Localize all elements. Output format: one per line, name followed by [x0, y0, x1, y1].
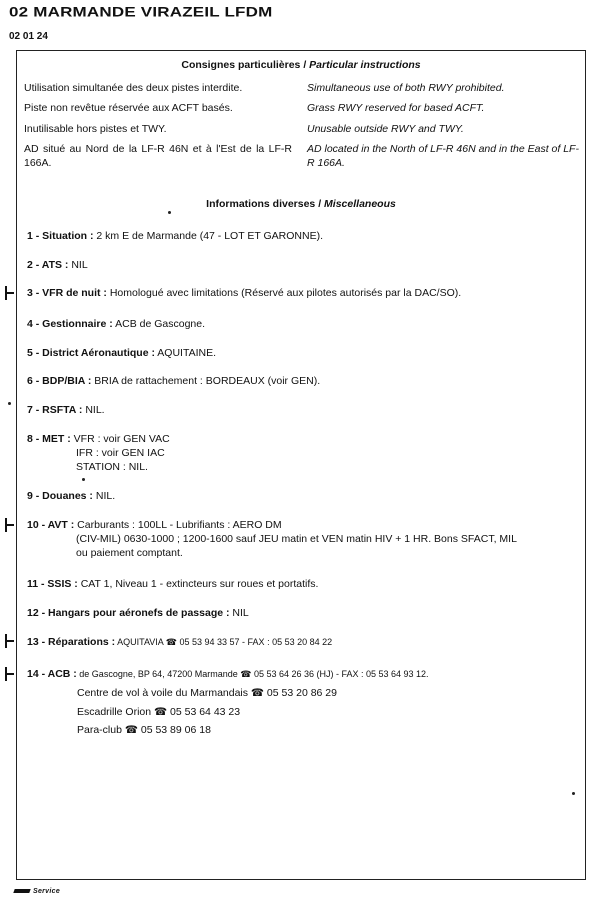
page-title: 02 MARMANDE VIRAZEIL LFDM: [9, 4, 273, 20]
instruction-fr: Inutilisable hors pistes et TWY.: [24, 123, 167, 135]
particular-instructions-heading: [17, 59, 585, 71]
item-label: 8 - MET :: [27, 433, 71, 445]
heading-en: Miscellaneous: [324, 198, 396, 210]
misc-item-vfr-night: [27, 286, 572, 300]
change-marker: [5, 518, 17, 532]
item-label: 6 - BDP/BIA :: [27, 375, 92, 387]
avt-payment: ou paiement comptant.: [76, 547, 183, 559]
item-text: Homologué avec limitations (Réservé aux pilotes autorisés par la DAC/SO).: [106, 287, 462, 299]
item-text: NIL: [229, 607, 249, 619]
misc-item-bdp-bia: [27, 374, 572, 388]
avt-hours: (CIV-MIL) 0630-1000 ; 1200-1600 sauf JEU matin et VEN matin HIV + 1 HR. Bons SFACT, MIL: [76, 533, 517, 545]
instruction-fr: Piste non revêtue réservée aux ACFT basés.: [24, 102, 233, 114]
instruction-en: Unusable outside RWY and TWY.: [307, 123, 464, 135]
acb-escadrille-orion: Escadrille Orion ☎ 05 53 64 43 23: [77, 706, 241, 718]
instruction-en: AD located in the North of LF-R 46N and in the East of LF-R 166A.: [307, 143, 579, 169]
misc-item-district: [27, 346, 572, 360]
change-marker: [5, 286, 17, 300]
item-text: AQUITAINE.: [154, 347, 217, 359]
instruction-fr: Utilisation simultanée des deux pistes interdite.: [24, 82, 243, 94]
item-text: 2 km E de Marmande (47 - LOT ET GARONNE).: [93, 230, 324, 242]
misc-item-manager: [27, 317, 572, 331]
footer-logo-text: Service: [33, 888, 61, 895]
scan-speck: [82, 478, 85, 481]
heading-en: Particular instructions: [309, 59, 421, 71]
item-label: 11 - SSIS :: [27, 578, 78, 590]
item-label: 5 - District Aéronautique :: [27, 347, 155, 359]
met-station: STATION : NIL.: [76, 461, 148, 473]
misc-item-ats: [27, 258, 572, 272]
item-text: de Gascogne, BP 64, 47200 Marmande ☎ 05 53 64 26 36 (HJ) - FAX : 05 53 64 93 12.: [76, 669, 429, 679]
footer-logo: [14, 888, 60, 895]
item-text: NIL.: [92, 490, 116, 502]
scan-speck: [572, 792, 575, 795]
acb-para-club: Para-club ☎ 05 53 89 06 18: [77, 724, 211, 736]
misc-item-ssis: [27, 577, 572, 591]
instruction-fr: AD situé au Nord de la LF-R 46N et à l'Est de la LF-R 166A.: [24, 143, 292, 169]
heading-separator: /: [315, 198, 325, 210]
item-text: ACB de Gascogne.: [112, 318, 206, 330]
misc-item-situation: [27, 229, 572, 243]
item-label: 13 - Réparations :: [27, 636, 116, 648]
item-label: 9 - Douanes :: [27, 490, 93, 502]
item-text: VFR : voir GEN VAC: [70, 433, 170, 445]
scan-speck: [8, 402, 11, 405]
item-text: BRIA de rattachement : BORDEAUX (voir GEN).: [91, 375, 321, 387]
misc-item-avt: [27, 518, 572, 532]
instruction-en: Simultaneous use of both RWY prohibited.: [307, 82, 505, 94]
misc-item-customs: [27, 489, 572, 503]
logo-mark-icon: [13, 889, 30, 893]
heading-fr: Consignes particulières: [181, 59, 301, 71]
change-marker: [5, 634, 17, 648]
instruction-en: Grass RWY reserved for based ACFT.: [307, 102, 485, 114]
item-label: 2 - ATS :: [27, 259, 69, 271]
item-text: NIL.: [82, 404, 105, 416]
met-ifr: IFR : voir GEN IAC: [76, 447, 165, 459]
item-label: 7 - RSFTA :: [27, 404, 83, 416]
misc-item-repairs: [27, 635, 572, 649]
item-label: 1 - Situation :: [27, 230, 94, 242]
misc-item-acb: [27, 667, 572, 681]
edition-date: 02 01 24: [9, 31, 48, 42]
item-label: 3 - VFR de nuit :: [27, 287, 107, 299]
item-text: Carburants : 100LL - Lubrifiants : AERO DM: [74, 519, 282, 531]
item-text: CAT 1, Niveau 1 - extincteurs sur roues et portatifs.: [77, 578, 319, 590]
item-text: AQUITAVIA ☎ 05 53 94 33 57 - FAX : 05 53 20 84 22: [115, 637, 333, 647]
heading-fr: Informations diverses: [206, 198, 316, 210]
scan-speck: [168, 211, 171, 214]
misc-item-rsfta: [27, 403, 572, 417]
misc-item-hangars: [27, 606, 572, 620]
item-label: 12 - Hangars pour aéronefs de passage :: [27, 607, 230, 619]
heading-separator: /: [300, 59, 310, 71]
misc-item-met: [27, 432, 572, 446]
miscellaneous-heading: [17, 198, 585, 210]
item-text: NIL: [68, 259, 88, 271]
change-marker: [5, 667, 17, 681]
acb-glider-club: Centre de vol à voile du Marmandais ☎ 05 53 20 86 29: [77, 687, 337, 699]
item-label: 14 - ACB :: [27, 668, 77, 680]
item-label: 4 - Gestionnaire :: [27, 318, 113, 330]
content-frame: [16, 50, 586, 880]
item-label: 10 - AVT :: [27, 519, 75, 531]
